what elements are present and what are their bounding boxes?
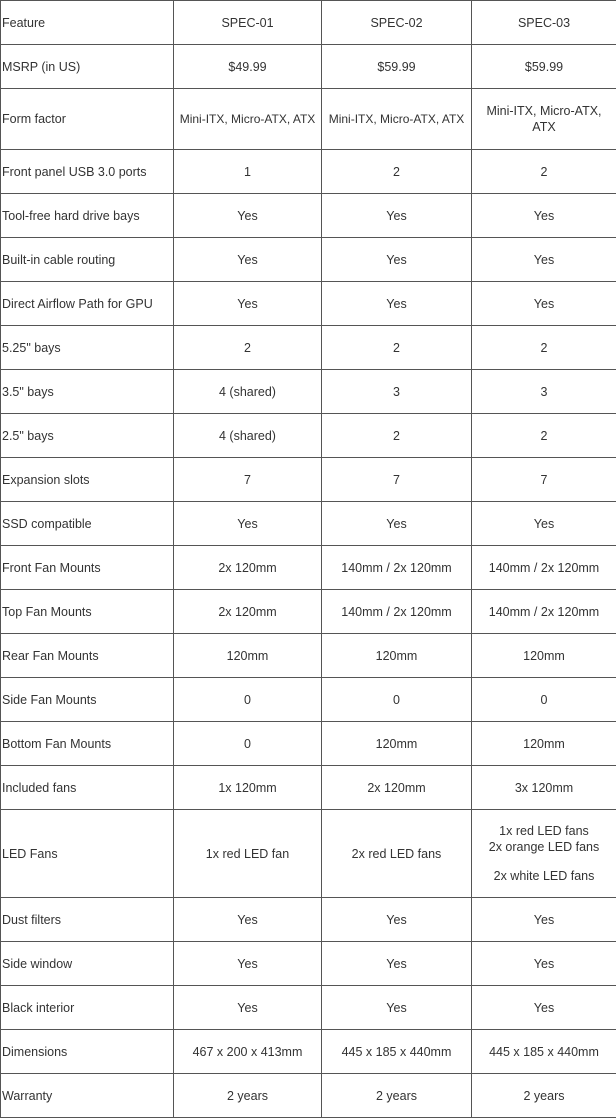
value-cell: 0 [174, 678, 322, 722]
table-row [1, 898, 616, 942]
value-cell: Yes [472, 194, 616, 238]
feature-cell: LED Fans [1, 810, 174, 898]
header-spec-03: SPEC-03 [472, 1, 616, 45]
table-row [1, 458, 616, 502]
value-cell: Yes [322, 238, 472, 282]
table-row [1, 150, 616, 194]
feature-cell: Included fans [1, 766, 174, 810]
value-cell: 2 years [472, 1074, 616, 1118]
value-cell: 140mm / 2x 120mm [322, 546, 472, 590]
value-cell: $49.99 [174, 45, 322, 89]
value-cell: 2 [322, 150, 472, 194]
table-row [1, 194, 616, 238]
table-row [1, 634, 616, 678]
feature-cell: Dust filters [1, 898, 174, 942]
feature-cell: Black interior [1, 986, 174, 1030]
value-cell: 2 [174, 326, 322, 370]
led-fan-line: 2x white LED fans [493, 869, 595, 883]
value-cell: 2x 120mm [322, 766, 472, 810]
value-cell: Yes [322, 942, 472, 986]
value-cell: Yes [174, 238, 322, 282]
table-row [1, 502, 616, 546]
value-cell: 140mm / 2x 120mm [472, 546, 616, 590]
feature-cell: Built-in cable routing [1, 238, 174, 282]
value-cell: Yes [174, 282, 322, 326]
value-cell: Mini-ITX, Micro-ATX, ATX [322, 89, 472, 150]
table-row [1, 45, 616, 89]
value-cell: Yes [472, 898, 616, 942]
feature-cell: Side window [1, 942, 174, 986]
table-row [1, 238, 616, 282]
value-cell: 140mm / 2x 120mm [472, 590, 616, 634]
feature-cell: Warranty [1, 1074, 174, 1118]
table-row [1, 414, 616, 458]
value-cell: 2x 120mm [174, 546, 322, 590]
value-cell: 7 [174, 458, 322, 502]
value-cell: Yes [472, 942, 616, 986]
value-cell: $59.99 [322, 45, 472, 89]
value-cell: $59.99 [472, 45, 616, 89]
table-row [1, 1030, 616, 1074]
table-header-row [1, 1, 616, 45]
feature-cell: Direct Airflow Path for GPU [1, 282, 174, 326]
value-cell: 2 [472, 150, 616, 194]
feature-cell: Side Fan Mounts [1, 678, 174, 722]
value-cell: 2x 120mm [174, 590, 322, 634]
value-cell: 3x 120mm [472, 766, 616, 810]
feature-cell: 5.25" bays [1, 326, 174, 370]
value-cell: 120mm [322, 722, 472, 766]
value-cell: 445 x 185 x 440mm [472, 1030, 616, 1074]
table-row [1, 546, 616, 590]
value-cell: Mini-ITX, Micro-ATX, ATX [472, 89, 616, 150]
feature-cell: SSD compatible [1, 502, 174, 546]
value-cell: Yes [472, 282, 616, 326]
table-row [1, 986, 616, 1030]
feature-cell: Rear Fan Mounts [1, 634, 174, 678]
value-cell: Mini-ITX, Micro-ATX, ATX [174, 89, 322, 150]
table-row [1, 942, 616, 986]
table-row [1, 766, 616, 810]
value-cell: 2 [472, 326, 616, 370]
table-row [1, 810, 616, 898]
led-fan-line: 2x orange LED fans [488, 840, 600, 854]
value-cell: Yes [174, 942, 322, 986]
value-cell: 4 (shared) [174, 414, 322, 458]
value-cell: 120mm [174, 634, 322, 678]
value-cell: 0 [322, 678, 472, 722]
value-cell: Yes [322, 282, 472, 326]
header-spec-02: SPEC-02 [322, 1, 472, 45]
value-cell: Yes [322, 502, 472, 546]
feature-cell: Tool-free hard drive bays [1, 194, 174, 238]
led-fan-line: 1x red LED fans [499, 824, 589, 838]
feature-cell: Dimensions [1, 1030, 174, 1074]
value-cell: 467 x 200 x 413mm [174, 1030, 322, 1074]
feature-cell: Bottom Fan Mounts [1, 722, 174, 766]
value-cell: 2 years [174, 1074, 322, 1118]
value-cell: 3 [472, 370, 616, 414]
table-row [1, 370, 616, 414]
header-feature: Feature [1, 1, 174, 45]
value-cell-multiline [472, 810, 616, 898]
value-cell: Yes [174, 194, 322, 238]
feature-cell: 2.5" bays [1, 414, 174, 458]
value-cell: Yes [472, 238, 616, 282]
table-row [1, 722, 616, 766]
value-cell: 0 [472, 678, 616, 722]
table-row [1, 590, 616, 634]
value-cell: 7 [322, 458, 472, 502]
value-cell: 4 (shared) [174, 370, 322, 414]
value-cell: 2 [322, 414, 472, 458]
value-cell: 0 [174, 722, 322, 766]
feature-cell: Front panel USB 3.0 ports [1, 150, 174, 194]
feature-cell: Expansion slots [1, 458, 174, 502]
value-cell: 120mm [472, 634, 616, 678]
feature-cell: 3.5" bays [1, 370, 174, 414]
value-cell: 2 [472, 414, 616, 458]
value-cell: 2 [322, 326, 472, 370]
table-row [1, 326, 616, 370]
value-cell: 2 years [322, 1074, 472, 1118]
value-cell: 7 [472, 458, 616, 502]
value-cell: Yes [322, 898, 472, 942]
value-cell: 140mm / 2x 120mm [322, 590, 472, 634]
value-cell: Yes [174, 898, 322, 942]
value-cell: Yes [322, 986, 472, 1030]
value-cell: 120mm [472, 722, 616, 766]
header-spec-01: SPEC-01 [174, 1, 322, 45]
table-row [1, 282, 616, 326]
value-cell: 3 [322, 370, 472, 414]
value-cell: Yes [472, 502, 616, 546]
value-cell: 445 x 185 x 440mm [322, 1030, 472, 1074]
value-cell: 1x red LED fan [174, 810, 322, 898]
value-cell: Yes [174, 502, 322, 546]
line-gap [474, 855, 614, 868]
value-cell: 2x red LED fans [322, 810, 472, 898]
feature-cell: Top Fan Mounts [1, 590, 174, 634]
feature-cell: MSRP (in US) [1, 45, 174, 89]
value-cell: 1x 120mm [174, 766, 322, 810]
value-cell: 120mm [322, 634, 472, 678]
feature-cell: Front Fan Mounts [1, 546, 174, 590]
feature-cell: Form factor [1, 89, 174, 150]
value-cell: Yes [174, 986, 322, 1030]
table-row [1, 89, 616, 150]
value-cell: 1 [174, 150, 322, 194]
table-row [1, 678, 616, 722]
value-cell: Yes [322, 194, 472, 238]
value-cell: Yes [472, 986, 616, 1030]
table-row [1, 1074, 616, 1118]
